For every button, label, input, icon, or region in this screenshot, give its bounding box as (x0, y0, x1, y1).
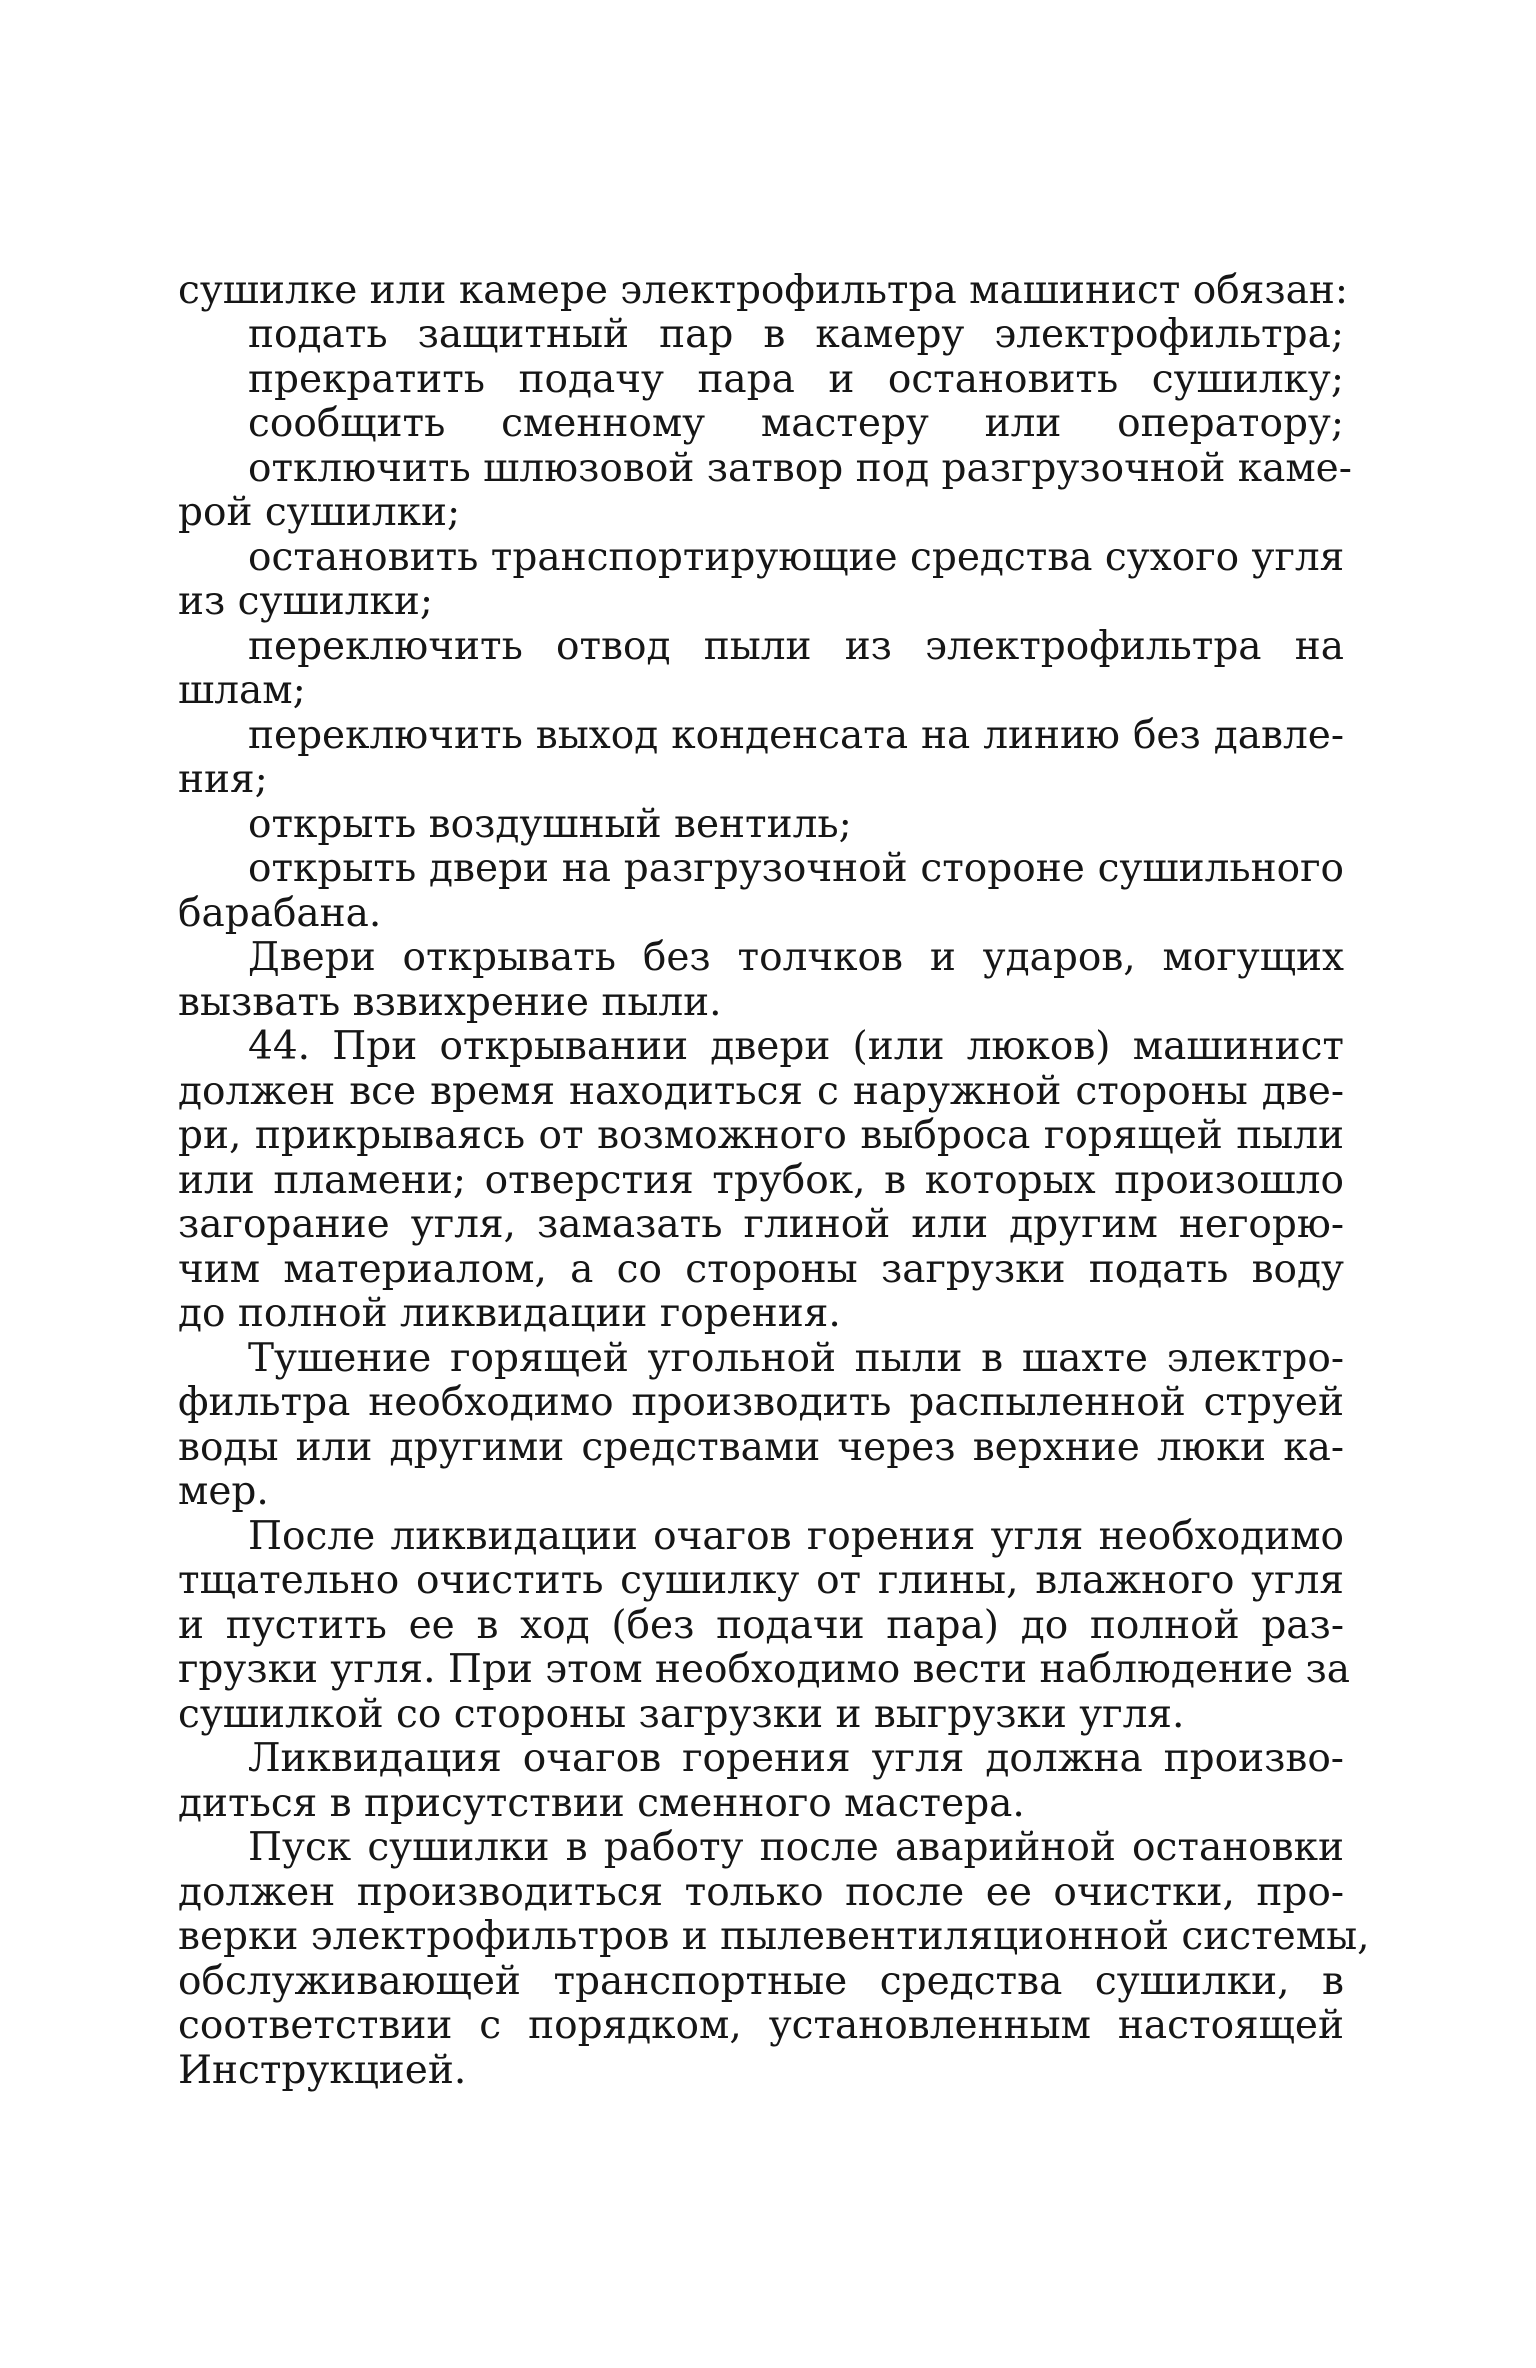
text-line: фильтра необходимо производить распыленной струей (178, 1380, 1344, 1425)
text-line: подать защитный пар в камеру электрофильтра; (248, 312, 1344, 357)
text-line: сообщить сменному мастеру или оператору; (248, 401, 1344, 446)
text-line: или пламени; отверстия трубок, в которых произошло (178, 1158, 1344, 1203)
text-line: до полной ликвидации горения. (178, 1291, 841, 1336)
text-line: сушилкой со стороны загрузки и выгрузки угля. (178, 1692, 1185, 1737)
text-line: После ликвидации очагов горения угля необходимо (248, 1514, 1344, 1559)
text-line: переключить отвод пыли из электрофильтра на (248, 624, 1344, 669)
text-line: соответствии с порядком, установленным настоящей (178, 2003, 1344, 2048)
text-line: обслуживающей транспортные средства сушилки, в (178, 1959, 1344, 2004)
text-line: ния; (178, 757, 268, 802)
text-line: грузки угля. При этом необходимо вести наблюдение за (178, 1647, 1351, 1692)
text-line: 44. При открывании двери (или люков) машинист (248, 1024, 1344, 1069)
text-line: должен производиться только после ее очистки, про- (178, 1870, 1344, 1915)
text-line: остановить транспортирующие средства сухого угля (248, 535, 1345, 580)
text-line: воды или другими средствами через верхние люки ка- (178, 1425, 1344, 1470)
text-line: открыть воздушный вентиль; (248, 802, 852, 847)
text-line: тщательно очистить сушилку от глины, влажного угля (178, 1558, 1344, 1603)
text-line: загорание угля, замазать глиной или другим негорю- (178, 1202, 1344, 1247)
text-line: мер. (178, 1469, 269, 1514)
text-line: чим материалом, а со стороны загрузки подать воду (178, 1247, 1344, 1292)
text-line: сушилке или камере электрофильтра машинист обязан: (178, 268, 1348, 313)
text-line: из сушилки; (178, 579, 433, 624)
text-line: ри, прикрываясь от возможного выброса горящей пыли (178, 1113, 1344, 1158)
text-line: отключить шлюзовой затвор под разгрузочной каме- (248, 446, 1352, 491)
text-line: Ликвидация очагов горения угля должна произво- (248, 1736, 1344, 1781)
text-line: диться в присутствии сменного мастера. (178, 1781, 1025, 1826)
text-line: верки электрофильтров и пылевентиляционной системы, (178, 1914, 1370, 1959)
text-line: Пуск сушилки в работу после аварийной остановки (248, 1825, 1344, 1870)
text-line: должен все время находиться с наружной стороны две- (178, 1069, 1344, 1114)
text-line: рой сушилки; (178, 490, 461, 535)
text-line: и пустить ее в ход (без подачи пара) до полной раз- (178, 1603, 1344, 1648)
text-line: шлам; (178, 668, 306, 713)
text-line: Тушение горящей угольной пыли в шахте электро- (248, 1336, 1344, 1381)
text-line: Двери открывать без толчков и ударов, могущих (248, 935, 1344, 980)
text-line: барабана. (178, 891, 382, 936)
text-line: Инструкцией. (178, 2048, 467, 2093)
text-line: открыть двери на разгрузочной стороне сушильного (248, 846, 1344, 891)
text-line: вызвать взвихрение пыли. (178, 980, 722, 1025)
text-line: переключить выход конденсата на линию без давле- (248, 713, 1344, 758)
text-line: прекратить подачу пара и остановить сушилку; (248, 357, 1344, 402)
